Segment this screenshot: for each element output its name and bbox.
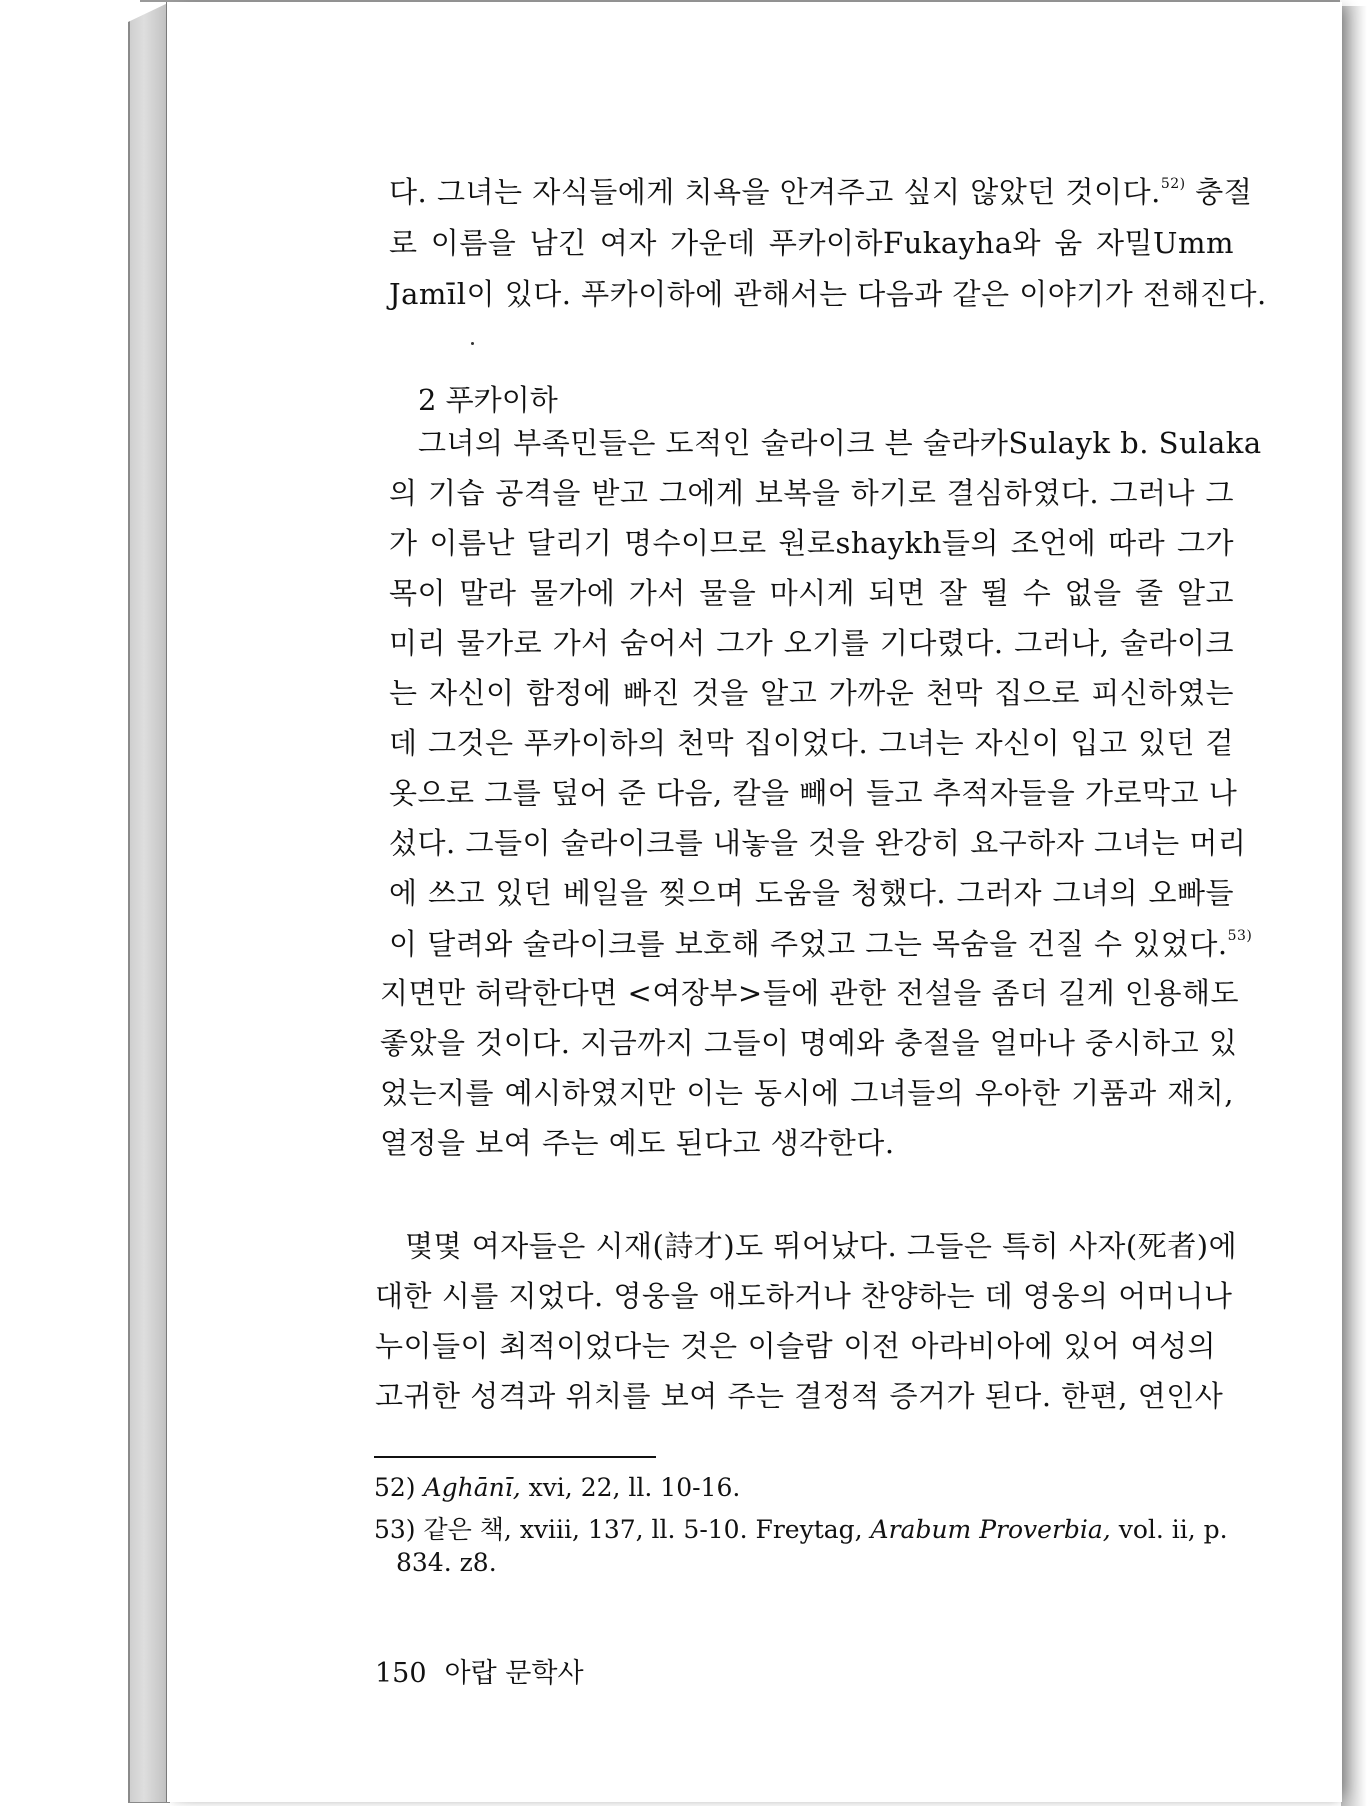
body-line: 었는지를 예시하였지만 이는 동시에 그녀들의 우아한 기품과 재치,: [380, 1076, 1234, 1110]
body-line: 몇몇 여자들은 시재(詩才)도 뛰어났다. 그들은 특히 사자(死者)에: [405, 1229, 1238, 1263]
body-line: 의 기습 공격을 받고 그에게 보복을 하기로 결심하였다. 그러나 그: [389, 476, 1234, 510]
body-line: 는 자신이 함정에 빠진 것을 알고 가까운 천막 집으로 피신하였는: [389, 676, 1234, 710]
footnote-53: 53) 같은 책, xviii, 137, ll. 5-10. Freytag, Arabum Proverbia, vol. ii, p.: [374, 1515, 1228, 1544]
section-heading: 2 푸카이하: [418, 383, 558, 417]
footnote-ref-52: 52): [1160, 176, 1186, 192]
body-line: 누이들이 최적이었다는 것은 이슬람 이전 아라비아에 있어 여성의: [375, 1329, 1216, 1363]
page-footer: [375, 1651, 584, 1690]
body-line: 다. 그녀는 자식들에게 치욕을 안겨주고 싶지 않았던 것이다.$^{52)}$ 충절: [389, 175, 1253, 209]
body-line: 좋았을 것이다. 지금까지 그들이 명예와 충절을 얼마나 중시하고 있: [380, 1026, 1238, 1060]
body-line: 열정을 보여 주는 예도 된다고 생각한다.: [380, 1126, 895, 1160]
body-line: 대한 시를 지었다. 영웅을 애도하거나 찬양하는 데 영웅의 어머니나: [375, 1279, 1233, 1313]
body-line: 그녀의 부족민들은 도적인 술라이크 븐 술라카Sulayk b. Sulaka: [418, 426, 1262, 460]
body-line: 섰다. 그들이 술라이크를 내놓을 것을 완강히 요구하자 그녀는 머리: [389, 826, 1247, 860]
footnote-53-continuation: 834. z8.: [396, 1548, 497, 1577]
body-line: 목이 말라 물가에 가서 물을 마시게 되면 잘 뛸 수 없을 줄 알고: [389, 576, 1234, 610]
page-shadow: [1341, 6, 1367, 1806]
body-line: 데 그것은 푸카이하의 천막 집이었다. 그녀는 자신이 입고 있던 겉: [389, 726, 1234, 760]
body-line: 옷으로 그를 덮어 준 다음, 칼을 빼어 들고 추적자들을 가로막고 나: [389, 776, 1238, 810]
running-title: 아랍 문학사: [444, 1658, 584, 1689]
footnote-ref-53: 53): [1227, 928, 1253, 944]
body-line: 지면만 허락한다면 <여장부>들에 관한 전설을 좀더 길게 인용해도: [380, 976, 1239, 1010]
book-spine: [128, 2, 170, 1803]
footnote-rule: [374, 1456, 656, 1458]
body-line: 미리 물가로 가서 숨어서 그가 오기를 기다렸다. 그러나, 술라이크: [389, 626, 1234, 660]
body-line: 에 쓰고 있던 베일을 찢으며 도움을 청했다. 그러자 그녀의 오빠들: [389, 876, 1234, 910]
body-line: Jamīl이 있다. 푸카이하에 관해서는 다음과 같은 이야기가 전해진다.: [389, 277, 1267, 311]
body-line: 고귀한 성격과 위치를 보여 주는 결정적 증거가 된다. 한편, 연인사: [375, 1379, 1224, 1413]
page-number: 150: [375, 1658, 427, 1689]
body-line: 이 달려와 술라이크를 보호해 주었고 그는 목숨을 건질 수 있었다.$^{53)}$: [389, 927, 1253, 961]
body-line: 로 이름을 남긴 여자 가운데 푸카이하Fukayha와 움 자밀Umm: [389, 226, 1234, 260]
footnote-52: 52) Aghānī, xvi, 22, ll. 10-16.: [374, 1473, 741, 1502]
body-line: 가 이름난 달리기 명수이므로 원로shaykh들의 조언에 따라 그가: [389, 526, 1234, 560]
stray-dot: [471, 342, 474, 345]
